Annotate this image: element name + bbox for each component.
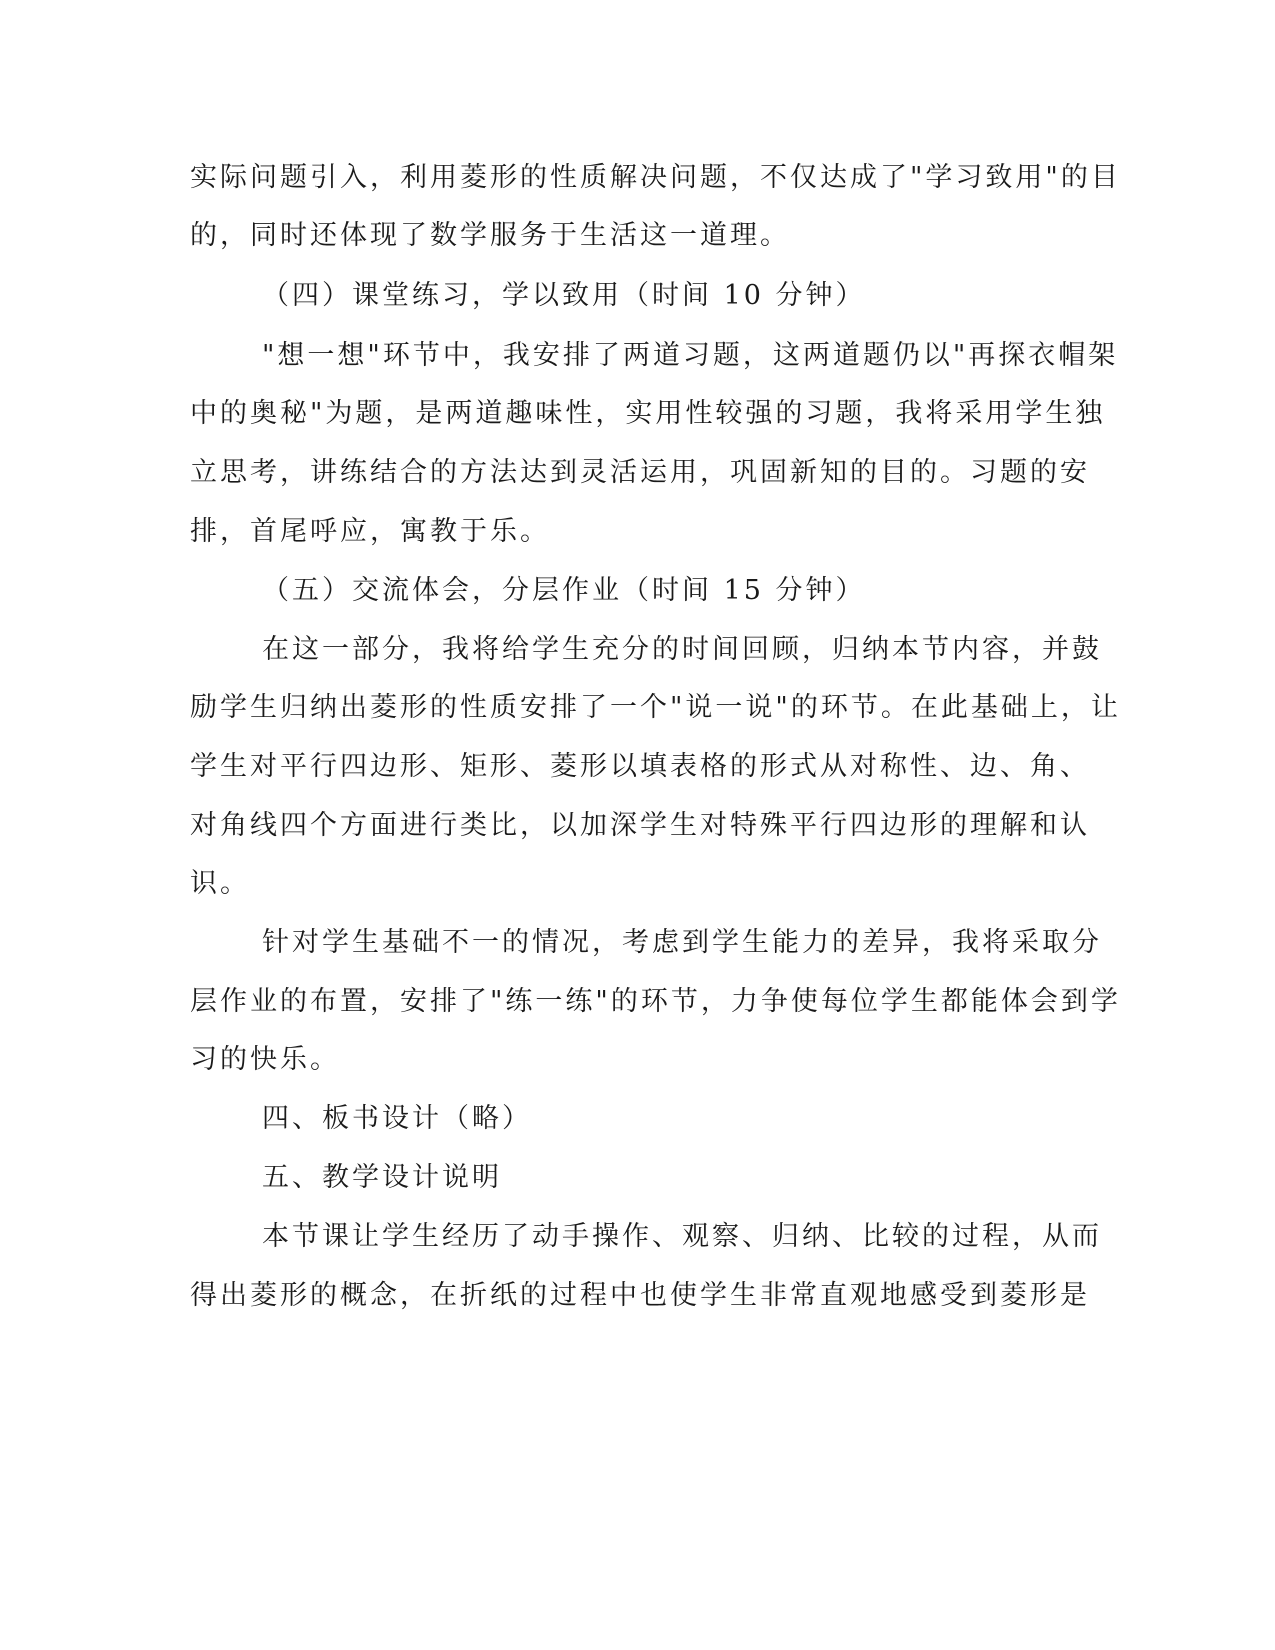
text-line: 排，首尾呼应，寓教于乐。 bbox=[190, 516, 550, 547]
text-line: 得出菱形的概念，在折纸的过程中也使学生非常直观地感受到菱形是 bbox=[190, 1280, 1090, 1311]
section-heading: 四、板书设计（略） bbox=[262, 1103, 532, 1134]
text-line: 励学生归纳出菱形的性质安排了一个"说一说"的环节。在此基础上，让 bbox=[190, 692, 1121, 723]
section-heading: （四）课堂练习，学以致用（时间 10 分钟） bbox=[262, 280, 866, 311]
text-line: 的，同时还体现了数学服务于生活这一道理。 bbox=[190, 220, 790, 251]
section-heading: （五）交流体会，分层作业（时间 15 分钟） bbox=[262, 575, 866, 606]
paragraph-start: 针对学生基础不一的情况，考虑到学生能力的差异，我将采取分 bbox=[262, 927, 1102, 958]
section-heading: 五、教学设计说明 bbox=[262, 1162, 502, 1193]
paragraph-start: 在这一部分，我将给学生充分的时间回顾，归纳本节内容，并鼓 bbox=[262, 634, 1102, 665]
paragraph-start: "想一想"环节中，我安排了两道习题，这两道题仍以"再探衣帽架 bbox=[262, 340, 1119, 371]
text-line: 实际问题引入，利用菱形的性质解决问题，不仅达成了"学习致用"的目 bbox=[190, 162, 1121, 193]
paragraph-start: 本节课让学生经历了动手操作、观察、归纳、比较的过程，从而 bbox=[262, 1221, 1102, 1252]
text-line: 中的奥秘"为题，是两道趣味性，实用性较强的习题，我将采用学生独 bbox=[190, 398, 1106, 429]
text-line: 学生对平行四边形、矩形、菱形以填表格的形式从对称性、边、角、 bbox=[190, 751, 1090, 782]
text-line: 层作业的布置，安排了"练一练"的环节，力争使每位学生都能体会到学 bbox=[190, 986, 1121, 1017]
text-line: 识。 bbox=[190, 868, 250, 899]
text-line: 习的快乐。 bbox=[190, 1044, 340, 1075]
text-line: 立思考，讲练结合的方法达到灵活运用，巩固新知的目的。习题的安 bbox=[190, 457, 1090, 488]
text-line: 对角线四个方面进行类比，以加深学生对特殊平行四边形的理解和认 bbox=[190, 810, 1090, 841]
